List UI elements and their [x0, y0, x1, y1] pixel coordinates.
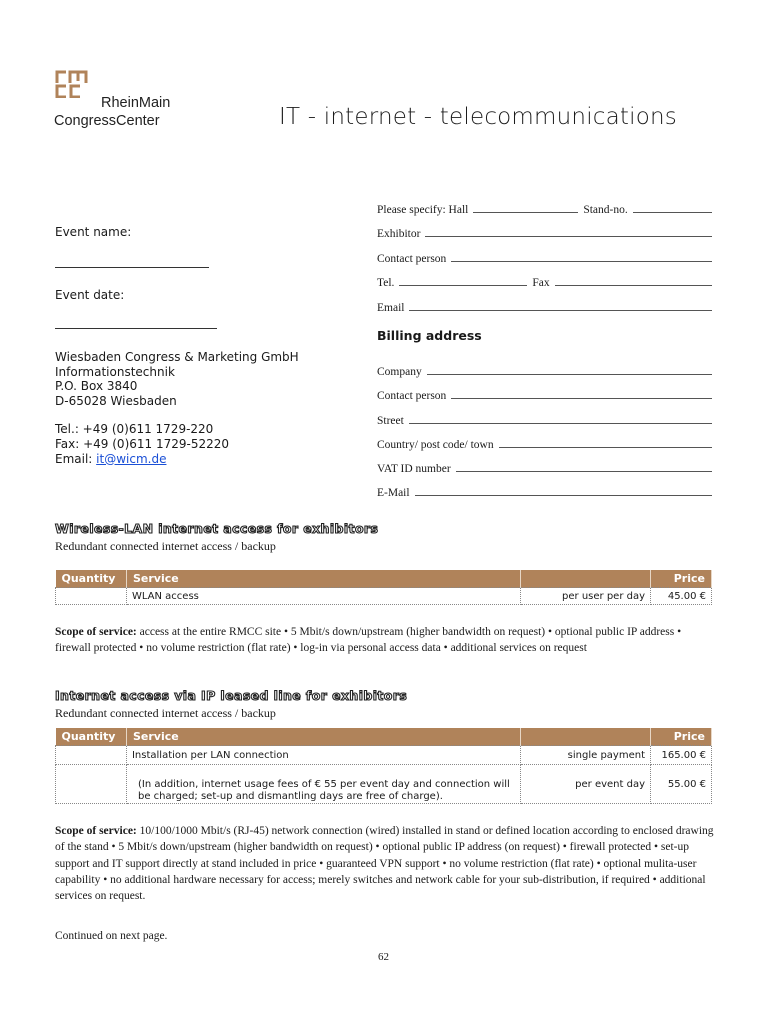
address-department: Informationstechnik	[55, 364, 175, 379]
unit-cell: per event day	[521, 765, 651, 804]
price-cell: 55.00 €	[651, 765, 712, 804]
wlan-price-table	[55, 570, 712, 605]
quantity-input[interactable]	[56, 588, 127, 605]
wlan-scope-label: Scope of service:	[55, 626, 137, 638]
event-name-field[interactable]	[55, 267, 209, 268]
wlan-section-subtitle: Redundant connected internet access / backup	[55, 539, 276, 553]
billing-contact-field[interactable]	[451, 398, 712, 399]
email-row	[377, 298, 712, 314]
wlan-section-title: Wireless-LAN internet access for exhibitors	[55, 521, 379, 536]
leased-scope	[55, 823, 715, 904]
price-cell: 165.00 €	[651, 746, 712, 765]
billing-contact-row	[377, 386, 712, 402]
leased-price-table	[55, 728, 712, 804]
unit-cell: single payment	[521, 746, 651, 765]
fax-label: Fax	[532, 277, 550, 289]
address-email	[55, 452, 299, 467]
contact-field[interactable]	[451, 261, 712, 262]
exhibitor-row	[377, 224, 712, 240]
billing-title: Billing address	[377, 328, 482, 343]
quantity-header: Quantity	[56, 570, 127, 588]
wlan-scope	[55, 624, 715, 657]
billing-email-label: E-Mail	[377, 487, 410, 499]
wlan-scope-text: access at the entire RMCC site • 5 Mbit/s down/upstream (higher bandwidth on request) • optional public IP address • firewall protected • no volume restriction (flat rate) • log-in via personal access data • additional services on request	[55, 626, 682, 655]
address-fax: Fax: +49 (0)611 1729-52220	[55, 436, 230, 451]
price-header: Price	[651, 570, 712, 588]
company-field[interactable]	[427, 374, 712, 375]
address-tel: Tel.: +49 (0)611 1729-220	[55, 422, 214, 437]
continued-note: Continued on next page.	[55, 930, 168, 942]
company-label: Company	[377, 366, 422, 378]
leased-section-title: Internet access via IP leased line for exhibitors	[55, 688, 408, 703]
service-header: Service	[126, 728, 520, 746]
table-row	[56, 765, 712, 804]
hall-field[interactable]	[473, 212, 578, 213]
quantity-input[interactable]	[56, 746, 127, 765]
exhibitor-label: Exhibitor	[377, 228, 421, 240]
leased-scope-text: 10/100/1000 Mbit/s (RJ-45) network connection (wired) installed in stand or defined location according to enclosed drawing of the stand • 5 Mbit/s down/upstream (higher bandwidth on request) • optional public IP address (on request) • firewall protected • set-up support and IT support directly at stand included in price • guaranteed VPN support • no volume restriction (flat rate) • optional mulita-user capability • no additional hardware necessary for access; merely switches and network cable for your sub-distribution, if required • additional services on request.	[55, 825, 714, 903]
unit-cell: per user per day	[521, 588, 651, 605]
table-header-row	[56, 570, 712, 588]
address-po-box: P.O. Box 3840	[55, 379, 138, 394]
logo-line-2: CongressCenter	[54, 113, 160, 129]
logo-wordmark	[54, 94, 170, 130]
event-name-label: Event name:	[55, 225, 132, 239]
service-header: Service	[126, 570, 520, 588]
tel-field[interactable]	[399, 285, 527, 286]
country-field[interactable]	[499, 447, 712, 448]
country-label: Country/ post code/ town	[377, 439, 494, 451]
email-label: Email	[377, 302, 405, 314]
service-cell: (In addition, internet usage fees of € 55 per event day and connection will be charged; set-up and dismantling days are free of charge).	[126, 765, 520, 804]
quantity-header: Quantity	[56, 728, 127, 746]
table-row	[56, 588, 712, 605]
tel-fax-row	[377, 273, 712, 289]
street-row	[377, 411, 712, 427]
contact-row	[377, 249, 712, 265]
price-cell: 45.00 €	[651, 588, 712, 605]
price-header: Price	[651, 728, 712, 746]
page-number: 62	[378, 951, 389, 963]
address-company: Wiesbaden Congress & Marketing GmbH	[55, 350, 299, 364]
logo-line-1: RheinMain	[101, 95, 171, 111]
leased-section-subtitle: Redundant connected internet access / backup	[55, 706, 276, 720]
vat-row	[377, 459, 712, 475]
vat-field[interactable]	[456, 471, 712, 472]
table-row	[56, 746, 712, 765]
billing-email-field[interactable]	[415, 495, 712, 496]
street-label: Street	[377, 415, 404, 427]
fax-field[interactable]	[555, 285, 712, 286]
table-header-row	[56, 728, 712, 746]
contact-label: Contact person	[377, 253, 447, 265]
hall-stand-row	[377, 200, 712, 216]
billing-contact-label: Contact person	[377, 390, 447, 402]
service-cell: WLAN access	[126, 588, 520, 605]
service-cell: Installation per LAN connection	[126, 746, 520, 765]
page-title: IT - internet - telecommunications	[279, 104, 677, 130]
event-date-field[interactable]	[55, 328, 217, 329]
email-field[interactable]	[409, 310, 712, 311]
event-date-label: Event date:	[55, 288, 125, 302]
contact-address	[55, 350, 299, 466]
country-row	[377, 435, 712, 451]
tel-label: Tel.	[377, 277, 395, 289]
quantity-input[interactable]	[56, 765, 127, 804]
address-city: D-65028 Wiesbaden	[55, 393, 177, 408]
exhibitor-field[interactable]	[425, 236, 712, 237]
email-link[interactable]: it@wicm.de	[96, 451, 167, 466]
leased-scope-label: Scope of service:	[55, 825, 137, 837]
street-field[interactable]	[409, 423, 712, 424]
billing-email-row	[377, 483, 712, 499]
address-email-label: Email:	[55, 451, 97, 466]
stand-label: Stand-no.	[583, 204, 628, 216]
hall-label: Please specify: Hall	[377, 204, 469, 216]
company-row	[377, 362, 712, 378]
vat-label: VAT ID number	[377, 463, 451, 475]
stand-field[interactable]	[633, 212, 712, 213]
